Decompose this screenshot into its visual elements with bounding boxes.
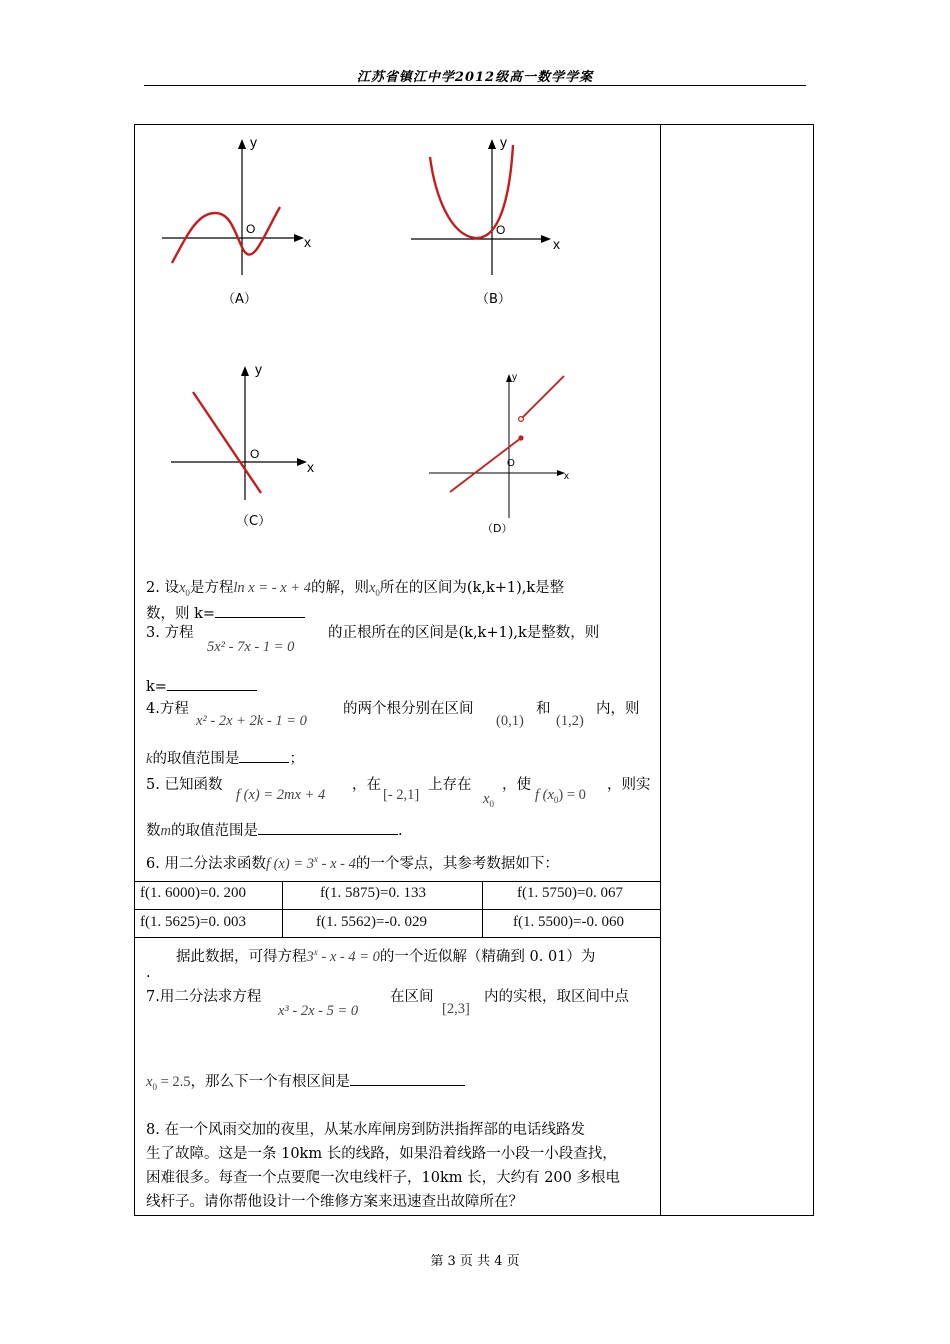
question-2-answer-blank[interactable] — [215, 603, 305, 618]
graph-d-x-label: x — [564, 471, 569, 482]
question-5-line-1: 5. 已知函数 — [146, 777, 223, 793]
table-col-divider-1 — [282, 881, 283, 937]
graph-c-caption: （C） — [236, 514, 272, 529]
question-7-interval: [2,3] — [442, 1001, 470, 1017]
table-cell: f(1. 5750)=0. 067 — [517, 885, 623, 901]
question-6-line-1: 6. 用二分法求函数f $(x) = 3^x - x - 4$的一个零点，其参考数据如下： — [146, 854, 559, 872]
question-4-text-2: 内，则 — [596, 701, 640, 717]
graph-d-y-label: y — [512, 372, 517, 383]
question-5-x0: $x_0$ — [483, 791, 494, 809]
page-header: 江苏省镇江中学2012级高一数学学案 — [356, 70, 594, 85]
graph-b-caption: （B） — [476, 292, 511, 307]
graph-c — [165, 360, 325, 510]
question-8-line-3: 困难很多。每查一个点要爬一次电线杆子，10km 长，大约有 200 多根电 — [146, 1170, 620, 1186]
question-8-line-1: 8. 在一个风雨交加的夜里，从某水库闸房到防洪指挥部的电话线路发 — [146, 1122, 585, 1138]
graph-d — [425, 368, 585, 518]
question-5-text-2: 上存在 — [428, 777, 472, 793]
graph-a-origin-label: O — [246, 222, 256, 236]
table-top-border — [134, 881, 660, 882]
question-4-line-2: k的取值范围是 ； — [146, 748, 304, 768]
question-3-line-2: k= — [146, 676, 257, 696]
table-cell: f(1. 5625)=0. 003 — [140, 914, 246, 930]
page-footer: 第 3 页 共 4 页 — [430, 1254, 520, 1269]
graph-b-y-label: y — [500, 134, 507, 150]
table-col-divider-2 — [482, 881, 483, 937]
question-4-interval-1: (0,1) — [496, 713, 524, 729]
table-cell: f(1. 5500)=-0. 060 — [513, 914, 624, 930]
question-5-text-4: ，则实 — [607, 777, 651, 793]
question-5-interval: [- 2,1] — [383, 787, 420, 803]
question-5-condition: f $(x_0) = 0$ — [535, 787, 586, 805]
table-cell: f(1. 5562)=-0. 029 — [316, 914, 427, 930]
question-2-line-2: 数，则 k= — [146, 603, 305, 623]
question-2-line-1: 2. 设$x_0$是方程ln x = - x + 4的解，则$x_0$所在的区间为(k,k+1),k是整 — [146, 580, 565, 598]
graph-a-caption: （A） — [222, 292, 257, 307]
graph-d-origin-label: O — [507, 458, 515, 469]
question-7-label: 7.用二分法求方程 — [146, 989, 262, 1005]
graph-b — [405, 135, 565, 275]
header-rule — [144, 85, 806, 86]
question-8-line-2: 生了故障。这是一条 10km 长的线路，如果沿着线路一小段一小段查找， — [146, 1146, 617, 1162]
table-cell: f(1. 6000)=0. 200 — [140, 885, 246, 901]
question-2-equation: ln x = - x + 4 — [233, 580, 311, 596]
table-mid-border — [134, 909, 660, 910]
graph-c-origin-label: O — [250, 447, 260, 461]
question-4-text: 的两个根分别在区间 — [343, 701, 474, 717]
question-7-line-2: $x_0 = 2.5$，那么下一个有根区间是 — [146, 1071, 465, 1096]
question-6-end-dot: . — [146, 965, 151, 981]
graph-a-x-label: x — [304, 234, 311, 250]
table-cell: f(1. 5875)=0. 133 — [320, 885, 426, 901]
question-8-line-4: 线杆子。请你帮他设计一个维修方案来迅速查出故障所在？ — [146, 1194, 523, 1210]
question-7-equation: x³ - 2x - 5 = 0 — [278, 1003, 359, 1019]
notes-column-divider — [660, 124, 661, 1216]
question-7-answer-blank[interactable] — [350, 1071, 465, 1086]
table-bottom-border — [134, 937, 660, 938]
question-7-text-2: 内的实根，取区间中点 — [484, 989, 629, 1005]
graph-a-y-label: y — [250, 134, 257, 150]
question-4-label: 4.方程 — [146, 701, 189, 717]
graph-a — [160, 135, 320, 275]
question-5-function: f (x) = 2mx + 4 — [236, 787, 326, 803]
question-4-interval-2: (1,2) — [556, 713, 584, 729]
graph-b-x-label: x — [553, 236, 560, 252]
question-3-equation: 5x² - 7x - 1 = 0 — [207, 639, 295, 655]
graph-c-y-label: y — [255, 361, 262, 377]
question-5-line-2: 数m的取值范围是 . — [146, 820, 403, 840]
question-4-answer-blank[interactable] — [239, 748, 289, 763]
question-3-line-1b: 的正根所在的区间是(k,k+1),k是整数，则 — [328, 625, 600, 641]
question-3-answer-blank[interactable] — [167, 676, 257, 691]
question-5-text: ，在 — [352, 777, 381, 793]
question-4-equation: x² - 2x + 2k - 1 = 0 — [196, 713, 307, 729]
graph-d-caption: （D） — [482, 522, 513, 535]
question-5-text-3: ，使 — [502, 777, 531, 793]
question-7-text: 在区间 — [390, 989, 434, 1005]
question-4-and: 和 — [536, 701, 551, 717]
graph-c-x-label: x — [307, 459, 314, 475]
question-3-line-1: 3. 方程 — [146, 625, 194, 641]
question-5-answer-blank[interactable] — [258, 820, 398, 835]
question-6-conclusion: 据此数据，可得方程3$^x$ - x - 4 = 0的一个近似解（精确到 0. 01）为 — [176, 947, 596, 965]
graph-b-origin-label: O — [496, 223, 506, 237]
